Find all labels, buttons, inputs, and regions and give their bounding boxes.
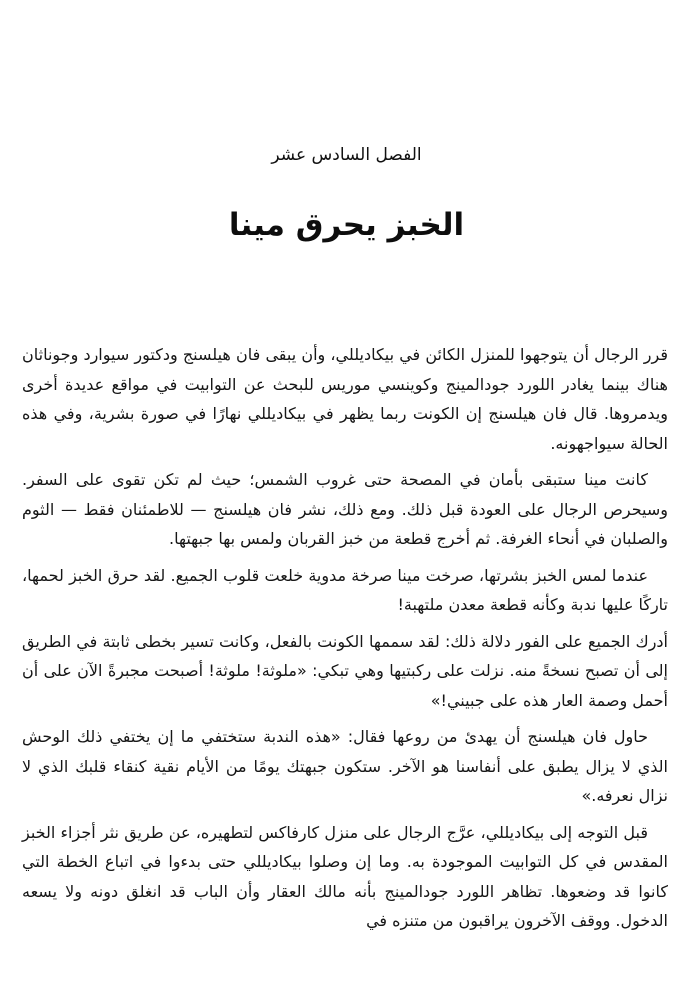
chapter-body xyxy=(22,340,668,943)
paragraph: كانت مينا ستبقى بأمان في المصحة حتى غروب الشمس؛ حيث لم تكن تقوى على السفر. وسيحرص الرجال على العودة قبل ذلك. ومع ذلك، نشر فان هيلسنج — للاطمئنان فقط — الثوم والصلبان في أنحاء الغرفة. ثم أخرج قطعة من خبز القربان ولمس بها جبهتها. xyxy=(22,470,668,548)
paragraph: حاول فان هيلسنج أن يهدئ من روعها فقال: «هذه الندبة ستختفي ما إن يختفي ذلك الوحش الذي لا يزال يطبق على أنفاسنا هو الآخر. ستكون جبهتك يومًا من الأيام نقية كنقاء قلبك الذي لا نزال نعرفه.» xyxy=(22,727,668,805)
paragraph: قبل التوجه إلى بيكاديللي، عرَّج الرجال على منزل كارفاكس لتطهيره، عن طريق نثر أجزاء الخبز المقدس في كل التوابيت الموجودة به. وما إن وصلوا بيكاديللي حتى بدءوا في اتباع الخطة التي كانوا قد وضعوها. تظاهر اللورد جودالمينج بأنه مالك العقار وأن الباب قد انغلق دونه ولا يسعه الدخول. ووقف الآخرون يراقبون من متنزه في xyxy=(22,822,668,930)
paragraph: أدرك الجميع على الفور دلالة ذلك: لقد سممها الكونت بالفعل، وكانت تسير بخطى ثابتة في الطريق إلى أن تصبح نسخةً منه. نزلت على ركبتيها وهي تبكي: «ملوثة! ملوثة! أصبحت مجبرةً الآن على أن أحمل وصمة العار هذه على جبيني!» xyxy=(22,631,668,710)
chapter-title: الخبز يحرق مينا xyxy=(228,207,465,243)
chapter-number-label: الفصل السادس عشر xyxy=(271,145,422,165)
paragraph: عندما لمس الخبز بشرتها، صرخت مينا صرخة مدوية خلعت قلوب الجميع. لقد حرق الخبز لحمها، تاركًا عليها ندبة وكأنه قطعة معدن ملتهبة! xyxy=(22,565,668,614)
paragraph: قرر الرجال أن يتوجهوا للمنزل الكائن في بيكاديللي، وأن يبقى فان هيلسنج ودكتور سيوارد وجوناثان هناك بينما يغادر اللورد جودالمينج وكوينسي موريس للبحث عن التوابيت في مواقع عديدة أخرى ويدمروها. قال فان هيلسنج إن الكونت ربما يظهر في بيكاديللي نهارًا في صورة بشرية، وفي هذه الحالة سيواجهونه. xyxy=(22,345,668,453)
